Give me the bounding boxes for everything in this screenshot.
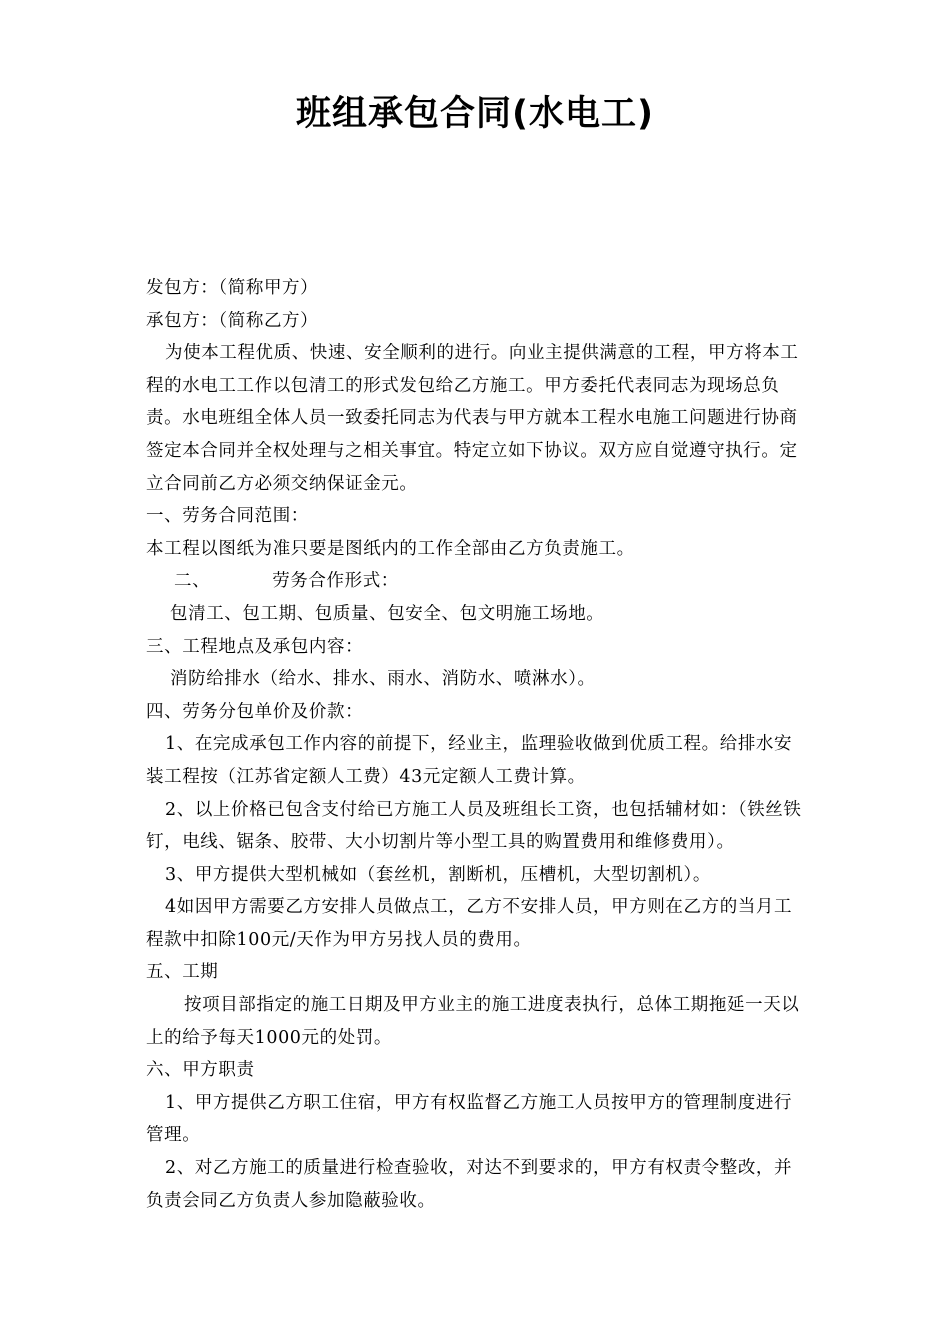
employer-line: 发包方：（简称甲方） [146,278,319,298]
section-2-body: 包清工、包工期、包质量、包安全、包文明施工场地。 [170,603,605,624]
section-2-heading [146,565,810,598]
section-1-heading: 一、劳务合同范围： [146,506,309,527]
section-4-item-1: 1、在完成承包工作内容的前提下，经业主，监理验收做到优质工程。给排水安装工程按（江苏省定额人工费）43元定额人工费计算。 [146,734,793,787]
section-2-number: 二、 [174,571,211,592]
preamble-paragraph: 为使本工程优质、快速、安全顺利的进行。向业主提供满意的工程，甲方将本工程的水电工工作以包清工的形式发包给乙方施工。甲方委托代表同志为现场总负责。水电班组全体人员一致委托同志为代表与甲方就本工程水电施工问题进行协商签定本合同并全权处理与之相关事宜。特定立如下协议。双方应自觉遵守执行。定立合同前乙方必须交纳保证金元。 [146,343,799,494]
section-4-item-2: 2、以上价格已包含支付给已方施工人员及班组长工资，也包括辅材如：（铁丝铁钉，电线、锯条、胶带、大小切割片等小型工具的购置费用和维修费用）。 [146,799,802,853]
section-2-title: 劳务合作形式： [272,571,399,592]
section-3-body: 消防给排水（给水、排水、雨水、消防水、喷淋水）。 [170,669,596,690]
section-3-heading: 三、工程地点及承包内容： [146,636,364,657]
section-6-heading: 六、甲方职责 [146,1060,255,1081]
document-body [146,272,810,1217]
contractor-line: 承包方：（简称乙方） [146,310,319,331]
section-4-item-3: 3、甲方提供大型机械如（套丝机，割断机，压槽机，大型切割机）。 [165,864,711,885]
section-5-body: 按项目部指定的施工日期及甲方业主的施工进度表执行，总体工期拖延一天以上的给予每天1000元的处罚。 [146,995,800,1048]
section-5-heading: 五、工期 [146,962,219,983]
section-1-body: 本工程以图纸为准只要是图纸内的工作全部由乙方负责施工。 [146,538,635,559]
section-4-heading: 四、劳务分包单价及价款： [146,701,364,722]
section-6-item-2: 2、对乙方施工的质量进行检查验收，对达不到要求的，甲方有权责令整改，并负责会同乙方负责人参加隐蔽验收。 [146,1158,793,1211]
section-4-item-4: 4如因甲方需要乙方安排人员做点工，乙方不安排人员，甲方则在乙方的当月工程款中扣除100元/天作为甲方另找人员的费用。 [146,897,793,950]
document-title: 班组承包合同(水电工) [296,94,654,134]
section-6-item-1: 1、甲方提供乙方职工住宿，甲方有权监督乙方施工人员按甲方的管理制度进行管理。 [146,1092,793,1146]
